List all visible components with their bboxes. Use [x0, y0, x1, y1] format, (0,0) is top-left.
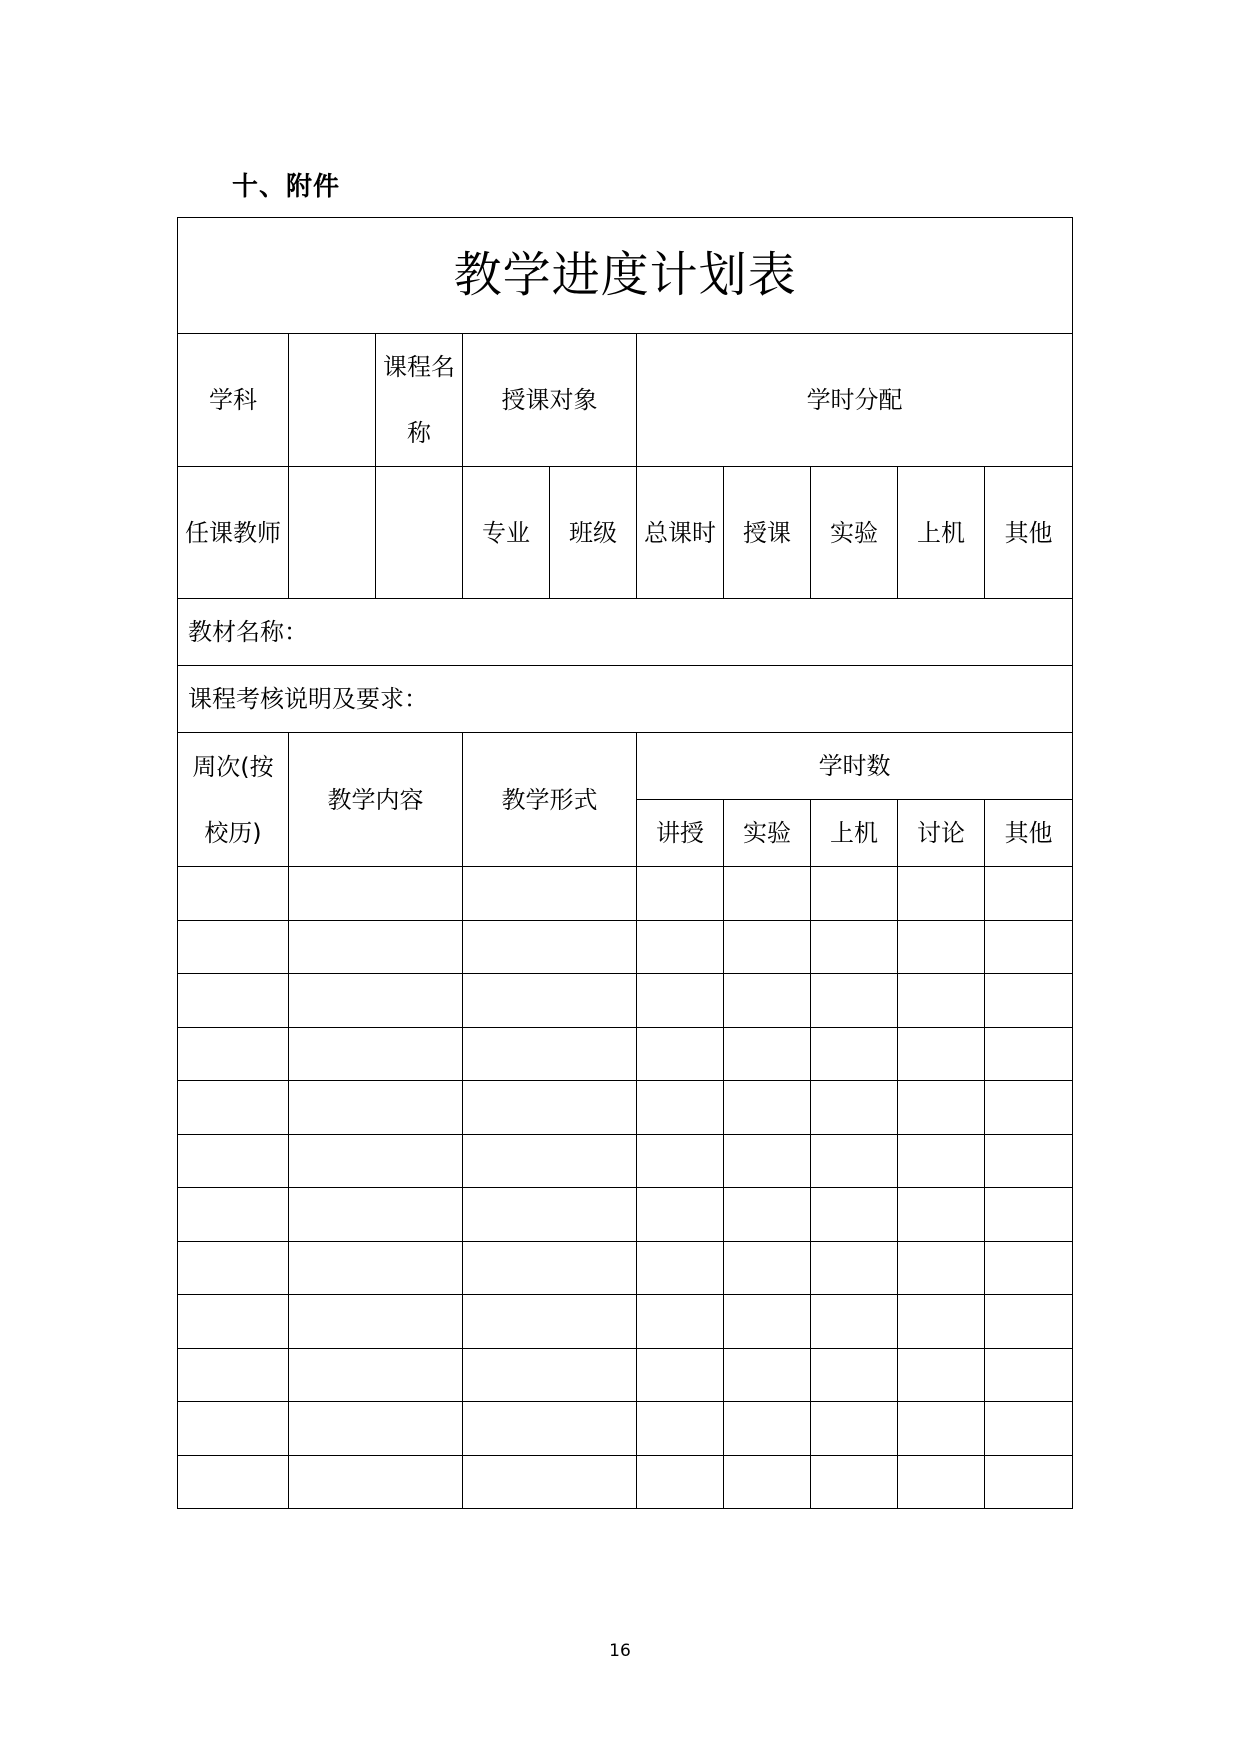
table-row	[178, 1295, 1073, 1349]
table-cell[interactable]	[724, 1402, 811, 1456]
table-cell[interactable]	[724, 1081, 811, 1135]
table-row	[178, 1241, 1073, 1295]
table-row	[178, 1348, 1073, 1402]
table-cell[interactable]	[289, 974, 463, 1028]
table-title: 教学进度计划表	[178, 218, 1073, 334]
table-cell[interactable]	[985, 1402, 1073, 1456]
table-cell[interactable]	[811, 974, 898, 1028]
table-cell[interactable]	[289, 1134, 463, 1188]
table-cell[interactable]	[178, 1295, 289, 1349]
table-cell[interactable]	[289, 1188, 463, 1242]
computer-label: 上机	[898, 467, 985, 599]
experiment-label: 实验	[811, 467, 898, 599]
lecture-label: 授课	[724, 467, 811, 599]
table-cell[interactable]	[811, 1241, 898, 1295]
table-cell[interactable]	[463, 1027, 637, 1081]
table-cell[interactable]	[463, 1348, 637, 1402]
table-cell[interactable]	[289, 867, 463, 921]
table-cell[interactable]	[724, 1134, 811, 1188]
table-cell[interactable]	[178, 1188, 289, 1242]
table-cell[interactable]	[898, 1081, 985, 1135]
table-cell[interactable]	[724, 974, 811, 1028]
sub-column-discussion: 讨论	[898, 800, 985, 867]
table-cell[interactable]	[637, 1295, 724, 1349]
sub-column-lecture: 讲授	[637, 800, 724, 867]
table-cell[interactable]	[811, 920, 898, 974]
table-cell[interactable]	[463, 1402, 637, 1456]
schedule-rows	[178, 867, 1073, 1509]
table-cell[interactable]	[637, 1402, 724, 1456]
section-heading: 十、附件	[232, 172, 341, 202]
table-cell[interactable]	[463, 867, 637, 921]
table-cell[interactable]	[811, 1455, 898, 1509]
table-cell[interactable]	[898, 1134, 985, 1188]
table-cell[interactable]	[724, 1188, 811, 1242]
course-name-value-cell[interactable]	[376, 467, 463, 599]
table-cell[interactable]	[985, 1241, 1073, 1295]
table-cell[interactable]	[637, 974, 724, 1028]
table-cell[interactable]	[985, 1348, 1073, 1402]
table-cell[interactable]	[637, 920, 724, 974]
table-cell[interactable]	[898, 974, 985, 1028]
table-cell[interactable]	[898, 1188, 985, 1242]
table-cell[interactable]	[637, 1241, 724, 1295]
table-cell[interactable]	[463, 1241, 637, 1295]
hours-allocation-label: 学时分配	[637, 334, 1073, 467]
table-cell[interactable]	[178, 974, 289, 1028]
table-cell[interactable]	[724, 1295, 811, 1349]
table-cell[interactable]	[811, 1081, 898, 1135]
table-cell[interactable]	[289, 920, 463, 974]
table-cell[interactable]	[178, 920, 289, 974]
table-cell[interactable]	[178, 1081, 289, 1135]
table-cell[interactable]	[811, 1134, 898, 1188]
table-cell[interactable]	[985, 1295, 1073, 1349]
table-row	[178, 1134, 1073, 1188]
table-cell[interactable]	[985, 1027, 1073, 1081]
table-row	[178, 1081, 1073, 1135]
table-cell[interactable]	[985, 920, 1073, 974]
table-cell[interactable]	[985, 1134, 1073, 1188]
table-cell[interactable]	[463, 1188, 637, 1242]
table-cell[interactable]	[289, 1402, 463, 1456]
class-label: 班级	[550, 467, 637, 599]
course-name-label: 课程名称	[376, 334, 463, 467]
table-cell[interactable]	[289, 1295, 463, 1349]
table-cell[interactable]	[898, 1402, 985, 1456]
table-row	[178, 1027, 1073, 1081]
table-cell[interactable]	[898, 1348, 985, 1402]
table-cell[interactable]	[724, 920, 811, 974]
table-cell[interactable]	[985, 1188, 1073, 1242]
table-cell[interactable]	[637, 1188, 724, 1242]
table-cell[interactable]	[463, 1081, 637, 1135]
table-cell[interactable]	[289, 1027, 463, 1081]
table-cell[interactable]	[463, 1455, 637, 1509]
table-cell[interactable]	[985, 867, 1073, 921]
table-cell[interactable]	[811, 1402, 898, 1456]
table-cell[interactable]	[637, 1081, 724, 1135]
table-cell[interactable]	[985, 1455, 1073, 1509]
table-row	[178, 974, 1073, 1028]
table-cell[interactable]	[898, 1241, 985, 1295]
table-row	[178, 1188, 1073, 1242]
table-cell[interactable]	[178, 1134, 289, 1188]
table-cell[interactable]	[178, 1455, 289, 1509]
table-row	[178, 1402, 1073, 1456]
table-cell[interactable]	[724, 1027, 811, 1081]
teacher-label: 任课教师	[178, 467, 289, 599]
table-row	[178, 1455, 1073, 1509]
audience-label: 授课对象	[463, 334, 637, 467]
table-cell[interactable]	[724, 1455, 811, 1509]
sub-column-experiment: 实验	[724, 800, 811, 867]
subject-label: 学科	[178, 334, 289, 467]
table-cell[interactable]	[289, 1081, 463, 1135]
sub-column-computer: 上机	[811, 800, 898, 867]
table-cell[interactable]	[898, 920, 985, 974]
assessment-requirements-field[interactable]: 课程考核说明及要求：	[178, 666, 1073, 733]
table-cell[interactable]	[811, 1295, 898, 1349]
table-cell[interactable]	[985, 1081, 1073, 1135]
table-cell[interactable]	[463, 1134, 637, 1188]
page-number: 16	[609, 1641, 631, 1661]
other-label: 其他	[985, 467, 1073, 599]
table-cell[interactable]	[898, 1027, 985, 1081]
table-cell[interactable]	[178, 1348, 289, 1402]
textbook-name-field[interactable]: 教材名称：	[178, 599, 1073, 666]
table-cell[interactable]	[178, 1027, 289, 1081]
table-cell[interactable]	[289, 1241, 463, 1295]
table-cell[interactable]	[724, 1241, 811, 1295]
table-cell[interactable]	[637, 1134, 724, 1188]
table-cell[interactable]	[724, 1348, 811, 1402]
table-row	[178, 920, 1073, 974]
table-cell[interactable]	[637, 1027, 724, 1081]
major-label: 专业	[463, 467, 550, 599]
table-cell[interactable]	[724, 867, 811, 921]
table-cell[interactable]	[637, 1455, 724, 1509]
subject-value-cell[interactable]	[289, 334, 376, 467]
sub-column-other: 其他	[985, 800, 1073, 867]
table-cell[interactable]	[811, 1348, 898, 1402]
table-cell[interactable]	[178, 1241, 289, 1295]
table-cell[interactable]	[178, 867, 289, 921]
table-cell[interactable]	[811, 867, 898, 921]
table-cell[interactable]	[811, 1027, 898, 1081]
total-hours-label: 总课时	[637, 467, 724, 599]
table-cell[interactable]	[898, 1455, 985, 1509]
table-cell[interactable]	[289, 1348, 463, 1402]
week-label: 周次(按校历)	[178, 733, 289, 867]
table-cell[interactable]	[289, 1455, 463, 1509]
table-cell[interactable]	[637, 1348, 724, 1402]
table-cell[interactable]	[178, 1402, 289, 1456]
table-cell[interactable]	[463, 974, 637, 1028]
table-cell[interactable]	[637, 867, 724, 921]
table-cell[interactable]	[898, 1295, 985, 1349]
table-cell[interactable]	[463, 1295, 637, 1349]
hours-count-label: 学时数	[637, 733, 1073, 800]
table-row	[178, 867, 1073, 921]
teaching-schedule-table	[177, 217, 1073, 1509]
table-cell[interactable]	[811, 1188, 898, 1242]
content-label: 教学内容	[289, 733, 463, 867]
teacher-value-cell[interactable]	[289, 467, 376, 599]
table-cell[interactable]	[985, 974, 1073, 1028]
table-cell[interactable]	[463, 920, 637, 974]
form-label: 教学形式	[463, 733, 637, 867]
table-cell[interactable]	[898, 867, 985, 921]
